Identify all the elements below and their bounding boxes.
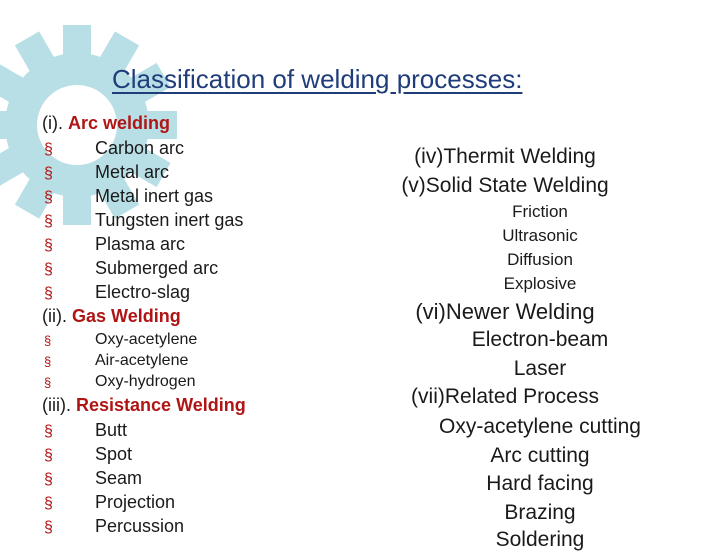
list-item: Explosive: [503, 274, 577, 293]
list-item: Oxy-acetylene cutting: [439, 415, 641, 438]
bullet-icon: §: [44, 447, 53, 464]
bullet-icon: §: [44, 354, 52, 369]
list-item: Carbon arc: [95, 138, 185, 158]
page-title: Classification of welding processes:: [112, 64, 523, 94]
list-item: Submerged arc: [95, 258, 219, 278]
list-item: Projection: [95, 492, 176, 512]
list-item: Electron-beam: [471, 328, 609, 351]
bullet-icon: §: [44, 471, 53, 488]
bullet-icon: §: [44, 237, 53, 254]
list-item: Brazing: [504, 501, 576, 524]
bullet-icon: §: [44, 261, 53, 278]
list-item: Oxy-acetylene: [95, 331, 198, 348]
bullet-icon: §: [44, 423, 53, 440]
bullet-icon: §: [44, 519, 53, 536]
list-item: Metal inert gas: [95, 186, 214, 206]
list-item: Friction: [512, 202, 568, 221]
list-item: Oxy-hydrogen: [95, 373, 196, 390]
list-item: Percussion: [95, 516, 185, 536]
list-item: Arc cutting: [490, 444, 590, 467]
list-item: Metal arc: [95, 162, 170, 182]
list-item: Diffusion: [507, 250, 573, 269]
list-item: Butt: [95, 420, 128, 440]
resistance-heading: (iii). Resistance Welding: [42, 395, 246, 415]
list-item: Soldering: [495, 528, 585, 551]
list-item: Plasma arc: [95, 234, 186, 254]
solid-state-heading: (v)Solid State Welding: [401, 174, 609, 197]
gas-heading: (ii). Gas Welding: [42, 306, 181, 326]
list-item: Spot: [95, 444, 133, 464]
bullet-icon: §: [44, 165, 53, 182]
list-item: Seam: [95, 468, 143, 488]
related-heading: (vii)Related Process: [411, 385, 599, 408]
bullet-icon: §: [44, 141, 53, 158]
list-item: Ultrasonic: [502, 226, 578, 245]
list-item: Laser: [513, 357, 567, 380]
list-item: Tungsten inert gas: [95, 210, 244, 230]
bullet-icon: §: [44, 285, 53, 302]
arc-heading: (i). Arc welding: [42, 113, 171, 133]
thermit-heading: (iv)Thermit Welding: [414, 145, 596, 168]
bullet-icon: §: [44, 189, 53, 206]
newer-heading: (vi)Newer Welding: [415, 299, 595, 324]
bullet-icon: §: [44, 495, 53, 512]
bullet-icon: §: [44, 213, 53, 230]
list-item: Hard facing: [486, 472, 594, 495]
list-item: Electro-slag: [95, 282, 191, 302]
bullet-icon: §: [44, 375, 52, 390]
bullet-icon: §: [44, 333, 52, 348]
list-item: Air-acetylene: [95, 352, 189, 369]
